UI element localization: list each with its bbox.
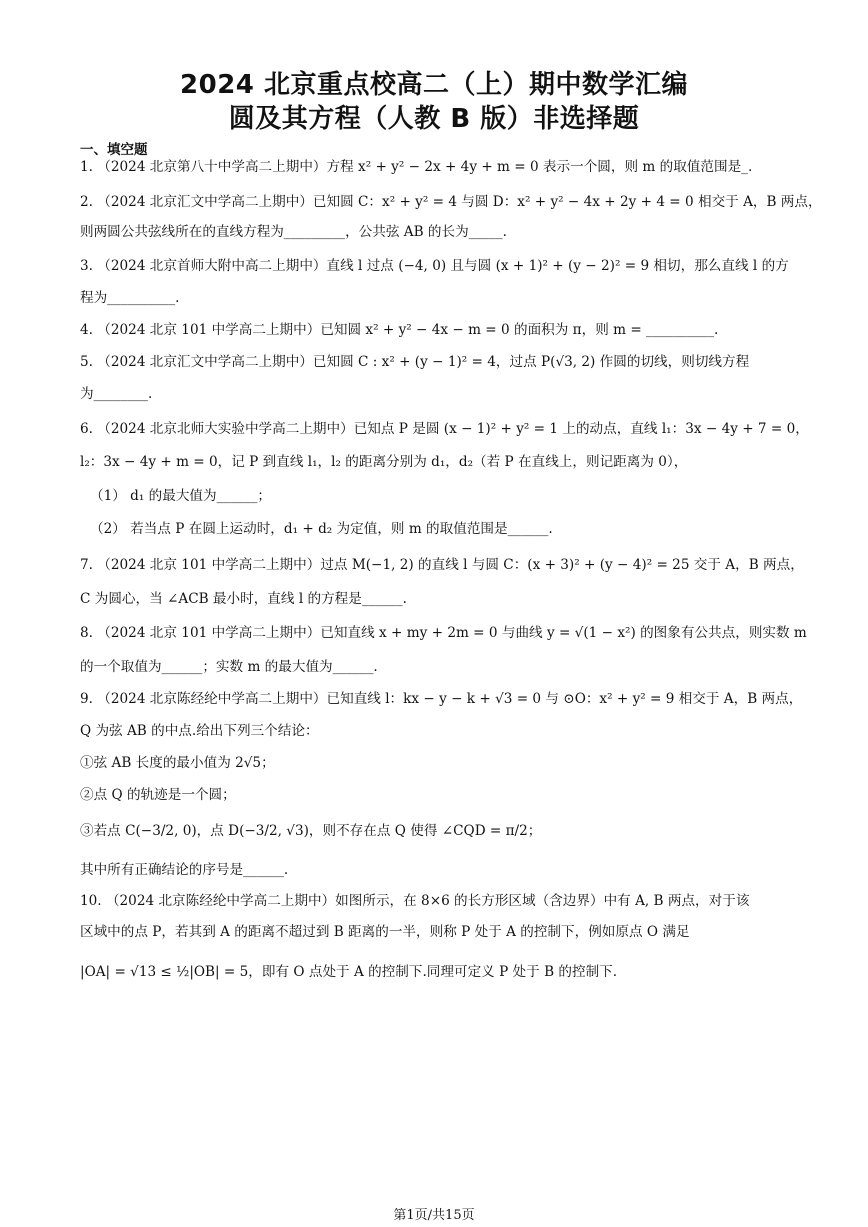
question-6-line-1: 6. （2024 北京北师大实验中学高二上期中）已知点 P 是圆 (x − 1)² + y² = 1 上的动点，直线 l₁：3x − 4y + 7 = 0， xyxy=(80,421,809,437)
question-7-line-2: C 为圆心，当 ∠ACB 最小时，直线 l 的方程是______. xyxy=(80,591,407,607)
question-6-line-2: l₂：3x − 4y + m = 0，记 P 到直线 l₁，l₂ 的距离分别为 d₁，d₂（若 P 在直线上，则记距离为 0）， xyxy=(80,454,688,470)
question-7-line-1: 7. （2024 北京 101 中学高二上期中）过点 M(−1, 2) 的直线 l 与圆 C：(x + 3)² + (y − 4)² = 25 交于 A，B 两点， xyxy=(80,557,804,573)
question-2-line-1: 2. （2024 北京汇文中学高二上期中）已知圆 C：x² + y² = 4 与圆 D：x² + y² − 4x + 2y + 4 = 0 相交于 A，B 两点， xyxy=(80,194,822,210)
question-10-line-1: 10. （2024 北京陈经纶中学高二上期中）如图所示，在 8×6 的长方形区域（含边界）中有 A, B 两点，对于该 xyxy=(80,893,750,909)
question-6-part-2: （2） 若当点 P 在圆上运动时，d₁ + d₂ 为定值，则 m 的取值范围是______. xyxy=(90,521,553,537)
question-6-part-1: （1） d₁ 的最大值为______； xyxy=(90,488,271,504)
question-5-line-1: 5. （2024 北京汇文中学高二上期中）已知圆 C : x² + (y − 1)² = 4，过点 P(√3, 2) 作圆的切线，则切线方程 xyxy=(80,354,750,370)
question-9-conclusion-3: ③若点 C(−3/2, 0)，点 D(−3/2, √3)，则不存在点 Q 使得 ∠CQD = π/2； xyxy=(80,823,542,839)
question-10-line-3: |OA| = √13 ≤ ½|OB| = 5，即有 O 点处于 A 的控制下.同理可定义 P 处于 B 的控制下. xyxy=(80,964,618,980)
question-9-conclusion-1: ①弦 AB 长度的最小值为 2√5； xyxy=(80,755,275,771)
section-heading: 一、填空题 xyxy=(80,142,148,158)
document-title-line-2: 圆及其方程（人教 B 版）非选择题 xyxy=(228,104,640,134)
question-3-line-1: 3. （2024 北京首师大附中高二上期中）直线 l 过点 (−4, 0) 且与圆 (x + 1)² + (y − 2)² = 9 相切，那么直线 l 的方 xyxy=(80,258,789,274)
question-3-line-2: 程为__________. xyxy=(80,290,180,306)
question-8-line-1: 8. （2024 北京 101 中学高二上期中）已知直线 x + my + 2m = 0 与曲线 y = √(1 − x²) 的图象有公共点，则实数 m xyxy=(80,625,807,641)
page-footer: 第1页/共15页 xyxy=(393,1208,475,1223)
question-4-line-1: 4. （2024 北京 101 中学高二上期中）已知圆 x² + y² − 4x − m = 0 的面积为 π，则 m = __________. xyxy=(80,322,719,338)
question-9-line-1: 9. （2024 北京陈经纶中学高二上期中）已知直线 l：kx − y − k + √3 = 0 与 ⊙O：x² + y² = 9 相交于 A，B 两点， xyxy=(80,691,803,707)
question-9-line-6: 其中所有正确结论的序号是______. xyxy=(80,862,289,878)
question-9-conclusion-2: ②点 Q 的轨迹是一个圆； xyxy=(80,787,236,803)
question-5-line-2: 为________. xyxy=(80,386,153,402)
document-title-line-1: 2024 北京重点校高二（上）期中数学汇编 xyxy=(180,70,688,100)
question-1-line-1: 1. （2024 北京第八十中学高二上期中）方程 x² + y² − 2x + 4y + m = 0 表示一个圆，则 m 的取值范围是_. xyxy=(80,159,753,175)
question-9-line-2: Q 为弦 AB 的中点.给出下列三个结论： xyxy=(80,723,319,739)
question-10-line-2: 区域中的点 P，若其到 A 的距离不超过到 B 距离的一半，则称 P 处于 A 的控制下，例如原点 O 满足 xyxy=(80,924,690,940)
question-8-line-2: 的一个取值为______；实数 m 的最大值为______. xyxy=(80,659,378,675)
question-2-line-2: 则两圆公共弦线所在的直线方程为_________，公共弦 AB 的长为_____. xyxy=(80,224,507,240)
